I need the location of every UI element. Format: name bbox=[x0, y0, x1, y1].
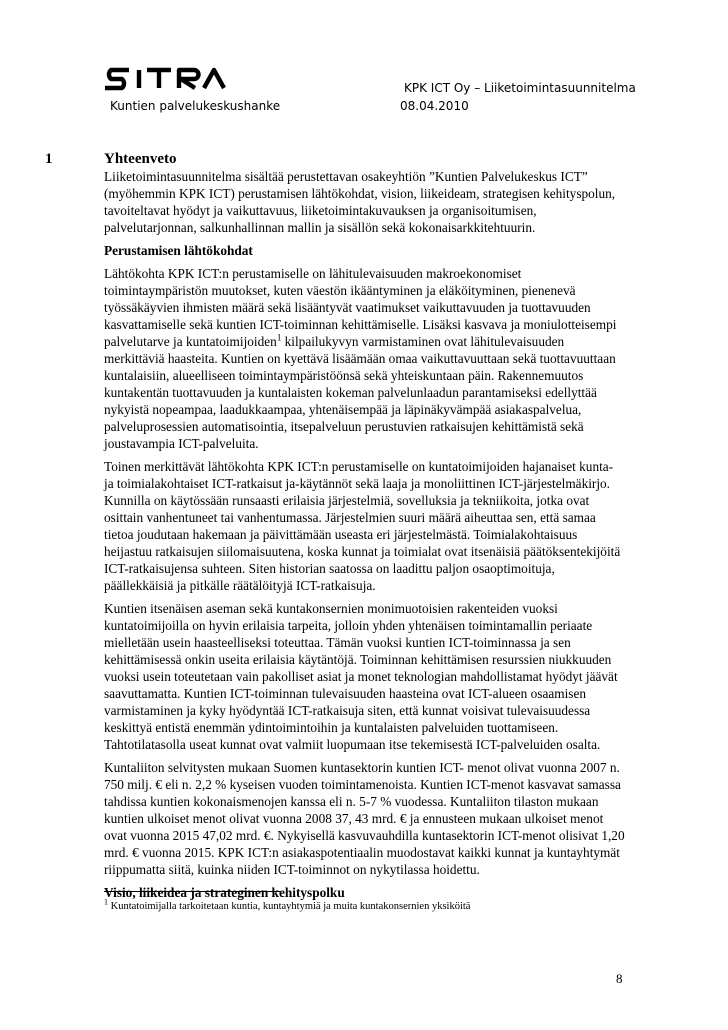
body-text bbox=[104, 168, 626, 907]
paragraph-lahtokohta-2: Toinen merkittävät lähtökohta KPK ICT:n perustamiselle on kuntatoimijoiden hajanaiset kunta- ja toimialakohtaiset ICT-ratkaisut ja-käytännöt sekä laaja ja monoliittinen ICT-järjestelmäkirjo. Kunnilla on käytössään runsaasti erilaisia järjestelmiä, sovelluksia ja tekniikoita, jotka ovat osittain vanhentuneet tai vanhentumassa. Järjestelmien suuri määrä aiheuttaa sen, että samaa tietoa joudutaan hakemaan ja päivittämään useasta eri järjestelmästä. Toimialakohtaisuus heijastuu ratkaisujen siilomaisuutena, koska kunnat ja toimialat ovat itsenäisiä päätöksentekijöitä ICT-ratkaisujensa suhteen. Siten historian saatossa on laadittu paljon osaoptimoituja, päällekkäisiä ja pitkälle räätälöityjä ICT-ratkaisuja. bbox=[104, 459, 621, 593]
paragraph-kuntien-asema: Kuntien itsenäisen aseman sekä kuntakonsernien monimuotoisien rakenteiden vuoksi kuntatoimijoilla on hyvin erilaisia tarpeita, jolloin yhden yhtenäisen toimintamallin periaate mielletään usein haasteelliseksi toteuttaa. Tämän vuoksi kuntien ICT-toiminnassa ja sen kehittämisessä onkin useita erilaisia käytäntöjä. Toiminnan kehittämisen resurssien niukkuuden vuoksi usein toteutetaan vain pakolliset asiat ja monet teknologian mahdollistamat hyödyt jäävät saavuttamatta. Kuntien ICT-toiminnan tulevaisuuden haasteina ovat ICT-alueen osaamisen varmistaminen ja kyky hyödyntää ICT-ratkaisuja siten, että kunnat voisivat tulevaisuudessa keskittyä entistä enemmän ydintoimintoihin ja kuntalaisten palveluiden tuottamiseen. Tahtotilatasolla useat kunnat ovat valmiit luopumaan itse tekemisestä ICT-palveluiden osalta. bbox=[104, 601, 618, 752]
document-date: 08.04.2010 bbox=[400, 99, 469, 113]
paragraph-kuntaliitto: Kuntaliiton selvitysten mukaan Suomen kuntasektorin kuntien ICT- menot olivat vuonna 2007 n. 750 milj. € eli n. 2,2 % kyseisen vuoden toimintamenoista. Kuntien ICT-menot kasvavat samassa tahdissa kuntien kokonaismenojen kanssa eli n. 5-7 % vuodessa. Kuntaliiton tilaston mukaan kuntien ulkoiset menot olivat vuonna 2008 37, 43 mrd. € ja ennusteen mukaan ulkoiset menot ovat vuonna 2015 47,02 mrd. €. Nykyisellä kasvuvauhdilla kuntasektorin ICT-menot olisivat 1,20 mrd. € vuonna 2015. KPK ICT:n asiakaspotentiaalin muodostavat kaikki kunnat ja kuntayhtymät riippumatta siitä, kuinka niiden ICT-toiminnot on nykytilassa hoidettu. bbox=[104, 760, 625, 877]
sitra-logo bbox=[103, 66, 229, 92]
document-title: KPK ICT Oy – Liiketoimintasuunnitelma bbox=[404, 81, 636, 95]
footnote-text: Kuntatoimijalla tarkoitetaan kuntia, kuntayhtymiä ja muita kuntakonsernien yksiköitä bbox=[108, 901, 471, 912]
paragraph-text: kilpailukyvyn varmistaminen ovat lähitulevaisuuden merkittäviä haasteita. Kuntien on kyettävä lisäämään omaa vaikuttavuuttaan sekä tuottavuuttaan kuntalaisiin, alueelliseen toimintaympäristöönsä sekä yhteiskuntaan päin. Rakennemuutos kuntakentän tuottavuuden ja kuntalaisten kokeman palvelunlaadun parantamiseksi edellyttää nykyistä nopeampaa, laadukkaampaa, yhtenäisempää ja läpinäkyvämpää asiakaspalvelua, palveluprosessien automatisointia, itsepalveluun perustuvien ratkaisujen kehittämistä sekä joustavampia ICT-palveluita. bbox=[104, 334, 616, 451]
intro-paragraph: Liiketoimintasuunnitelma sisältää perustettavan osakeyhtiön ”Kuntien Palvelukeskus ICT” (myöhemmin KPK ICT) perustamisen lähtökohdat, vision, liikeideam, strategisen kehityspolun, tavoiteltavat hyödyt ja vaikuttavuus, liiketoimintakuvauksen ja organisoitumisen, palvelutarjonnan, salkunhallinnan mallin ja sisällön sekä kokonaisarkkitehtuurin. bbox=[104, 169, 616, 235]
subheading-visio: Visio, liikeidea ja strateginen kehityspolku bbox=[104, 885, 345, 900]
subheading-lahtokohdat: Perustamisen lähtökohdat bbox=[104, 243, 253, 258]
footnote-marker: 1 bbox=[104, 897, 108, 907]
footnote bbox=[104, 897, 471, 913]
section-title: Yhteenveto bbox=[104, 151, 177, 167]
project-name: Kuntien palvelukeskushanke bbox=[110, 99, 281, 113]
footnote-separator bbox=[104, 891, 280, 892]
page-number: 8 bbox=[616, 971, 623, 986]
footnote-reference: 1 bbox=[276, 332, 282, 343]
section-number: 1 bbox=[45, 151, 53, 167]
paragraph-lahtokohta-1 bbox=[104, 265, 626, 452]
paragraph-text: Lähtökohta KPK ICT:n perustamiselle on lähitulevaisuuden makroekonomiset toimintaympäristön muutokset, kuten väestön ikääntyminen ja eläköityminen, pienenevä työssäkäyvien ihmisten määrä sekä lisääntyvät vaatimukset vaikuttavuuden ja tuottavuuden kasvattamiselle sekä kuntien ICT-toiminnan kehittämiselle. Lisäksi kasvava ja moniulotteisempi palvelutarve ja kuntatoimijoiden bbox=[104, 266, 617, 349]
